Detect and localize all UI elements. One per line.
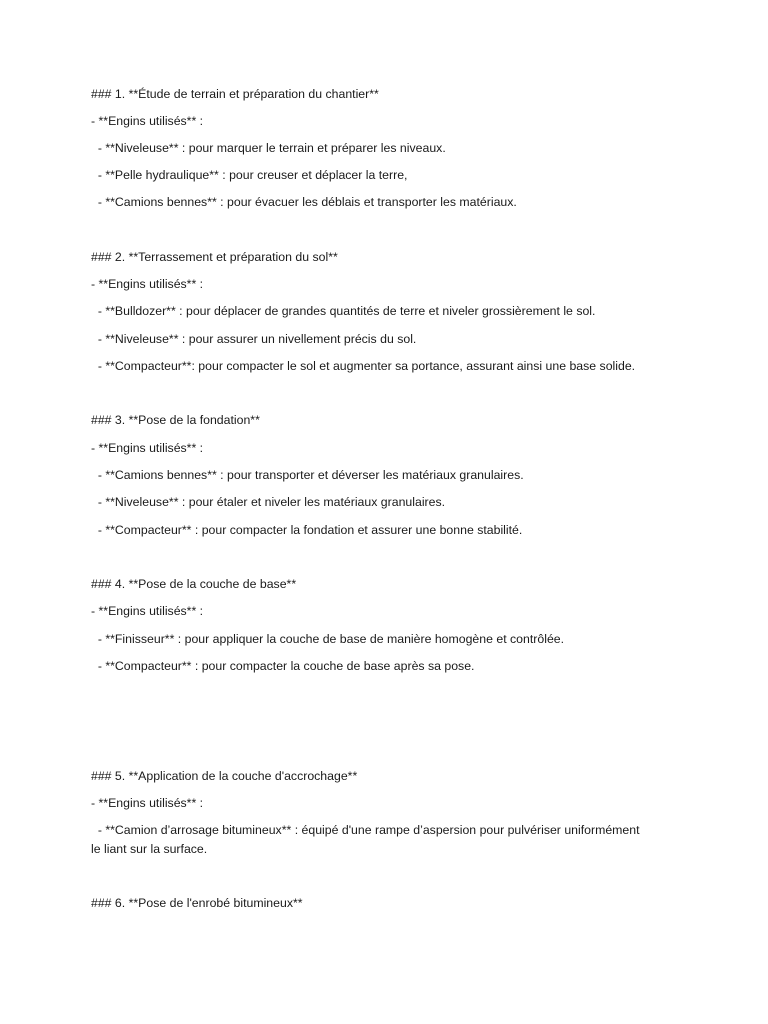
section-4-engins-label: - **Engins utilisés** : xyxy=(91,604,204,618)
section-2-item-2: - **Niveleuse** : pour assurer un nivellement précis du sol. xyxy=(91,332,417,346)
section-3-item-1: - **Camions bennes** : pour transporter et déverser les matériaux granulaires. xyxy=(91,468,524,482)
section-5-heading: ### 5. **Application de la couche d'accrochage** xyxy=(91,769,358,783)
section-1-heading: ### 1. **Étude de terrain et préparation du chantier** xyxy=(91,87,379,101)
section-5-item-1: - **Camion d’arrosage bitumineux** : équipé d'une rampe d’aspersion pour pulvériser uniformément le liant sur la surface. xyxy=(91,823,643,856)
section-4-item-1: - **Finisseur** : pour appliquer la couche de base de manière homogène et contrôlée. xyxy=(91,632,565,646)
section-2-engins-label: - **Engins utilisés** : xyxy=(91,277,204,291)
section-5-engins-label: - **Engins utilisés** : xyxy=(91,796,204,810)
section-6-heading: ### 6. **Pose de l'enrobé bitumineux** xyxy=(91,896,303,910)
section-4-item-2: - **Compacteur** : pour compacter la couche de base après sa pose. xyxy=(91,659,475,673)
section-1-engins-label: - **Engins utilisés** : xyxy=(91,114,204,128)
section-2-heading: ### 2. **Terrassement et préparation du sol** xyxy=(91,250,338,264)
section-1-item-3: - **Camions bennes** : pour évacuer les déblais et transporter les matériaux. xyxy=(91,195,517,209)
section-4-heading: ### 4. **Pose de la couche de base** xyxy=(91,577,297,591)
section-3-engins-label: - **Engins utilisés** : xyxy=(91,441,204,455)
section-3-heading: ### 3. **Pose de la fondation** xyxy=(91,413,260,427)
section-3-item-2: - **Niveleuse** : pour étaler et niveler les matériaux granulaires. xyxy=(91,495,446,509)
section-1-item-1: - **Niveleuse** : pour marquer le terrain et préparer les niveaux. xyxy=(91,141,446,155)
section-1-item-2: - **Pelle hydraulique** : pour creuser et déplacer la terre, xyxy=(91,168,408,182)
section-3-item-3: - **Compacteur** : pour compacter la fondation et assurer une bonne stabilité. xyxy=(91,523,523,537)
section-2-item-1: - **Bulldozer** : pour déplacer de grandes quantités de terre et niveler grossièrement le sol. xyxy=(91,304,596,318)
section-2-item-3: - **Compacteur**: pour compacter le sol et augmenter sa portance, assurant ainsi une base solide. xyxy=(91,359,636,373)
